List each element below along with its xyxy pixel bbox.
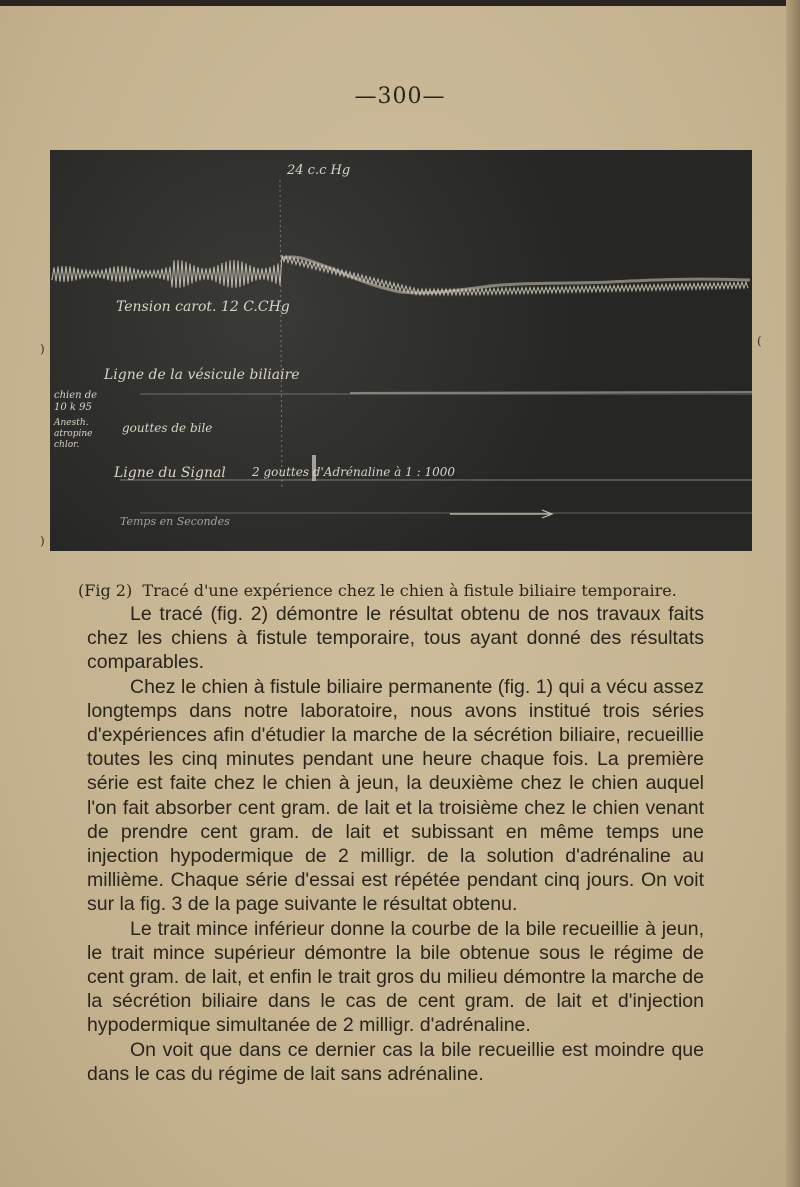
paragraph-4: On voit que dans ce dernier cas la bile recueillie est moindre que dans le cas du régime de lait sans adrénaline. [87, 1038, 704, 1085]
pressure-scale-label: 24 c.c Hg [287, 163, 351, 178]
page-number: —300— [354, 84, 446, 109]
page-right-edge [786, 0, 800, 1187]
paragraph-2: Chez le chien à fistule biliaire permanente (fig. 1) qui a vécu assez longtemps dans notre laboratoire, nous avons institué trois séries d'expériences afin d'étudier la marche de la sécrétion biliaire, recueillie toutes les cinq minutes pendant une heure chaque fois. La première série est faite chez le chien à jeun, la deuxième chez le chien auquel l'on fait absorber cent gram. de lait et la troisième chez le chien venant de prendre cent gram. de lait et subissant en même temps une injection hypodermique de 2 milligr. de la solution d'adrénaline au millième. Chaque série d'essai est répétée pendant cinq jours. On voit sur la fig. 3 de la page suivante le résultat obtenu. [87, 675, 704, 916]
carotid-pressure-label: Tension carot. 12 C.CHg [116, 299, 290, 315]
anesthesia-label: Anesth. atropine chlor. [54, 418, 93, 450]
caption-label: (Fig 2) [78, 581, 133, 600]
page-top-edge [0, 0, 800, 6]
dog-weight-label: chien de 10 k 95 [54, 390, 98, 413]
pressure-rise-trace [282, 257, 750, 293]
margin-mark-right: ( [757, 334, 762, 348]
body-text [87, 602, 704, 1086]
signal-line-label: Ligne du Signal [114, 465, 226, 481]
figure-caption [78, 581, 677, 600]
caption-text: Tracé d'une expérience chez le chien à fistule biliaire temporaire. [142, 581, 677, 600]
tracing-svg [50, 150, 752, 551]
margin-mark-left-bottom: ) [40, 534, 45, 548]
time-marker-line [280, 180, 282, 490]
time-seconds-label: Temps en Secondes [120, 515, 230, 528]
adrenaline-label: 2 gouttes d'Adrénaline à 1 : 1000 [252, 465, 455, 479]
carotid-pressure-trace [52, 255, 748, 295]
biliary-line-label: Ligne de la vésicule biliaire [104, 367, 300, 383]
biliary-drop-line [350, 392, 752, 393]
paragraph-1: Le tracé (fig. 2) démontre le résultat obtenu de nos travaux faits chez les chiens à fistule temporaire, tous ayant donné des résultats comparables. [87, 603, 704, 674]
paragraph-3: Le trait mince inférieur donne la courbe de la bile recueillie à jeun, le trait mince supérieur démontre la bile obtenue sous le régime de cent gram. de lait, et enfin le trait gros du milieu démontre la marche de la sécrétion biliaire dans le cas de cent gram. de lait et d'injection hypodermique simultanée de 2 milligr. d'adrénaline. [87, 917, 704, 1037]
kymograph-figure [50, 150, 752, 551]
bile-drops-label: gouttes de bile [122, 421, 213, 435]
margin-mark-left: ) [40, 342, 45, 356]
